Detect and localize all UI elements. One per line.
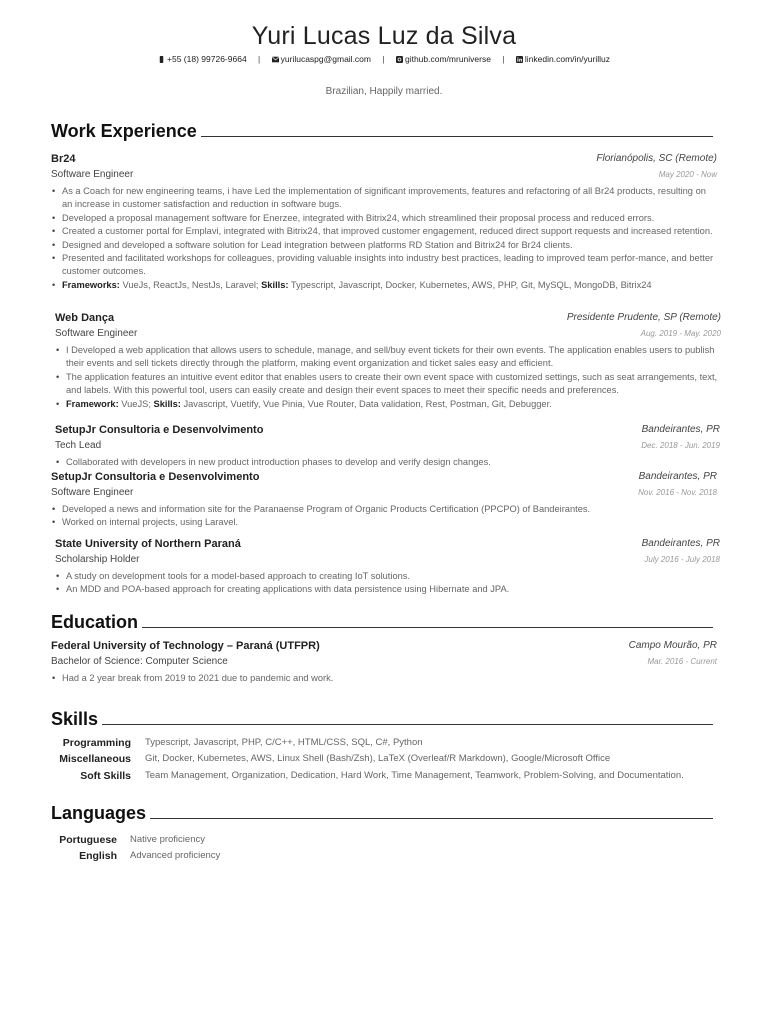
- list-item-tech: • Framework: VueJS; Skills: Javascript, Vuetify, Vue Pinia, Vue Router, Data validation, Rest, Postman, Git, Debugger.: [55, 398, 721, 411]
- entry-date: Aug. 2019 - May. 2020: [640, 329, 721, 338]
- work-experience-heading: [51, 119, 713, 141]
- skill-value: Team Management, Organization, Dedication, Hard Work, Time Management, Teamwork, Problem-Solving, and Documentation.: [145, 770, 684, 781]
- github-icon: [396, 56, 403, 63]
- section-title: Languages: [51, 803, 147, 823]
- entry-location: Bandeirantes, PR: [641, 424, 720, 435]
- entry-items: [51, 503, 717, 530]
- entry-organization: Web Dança: [55, 312, 115, 324]
- list-item: • Worked on internal projects, using Laravel.: [51, 516, 717, 529]
- entry-items: [51, 672, 717, 685]
- phone-icon: [158, 56, 165, 63]
- contact-phone[interactable]: +55 (18) 99726-9664: [158, 54, 247, 64]
- entry-position: Software Engineer: [55, 328, 138, 339]
- skill-row-programming: [51, 737, 751, 753]
- envelope-icon: [272, 56, 279, 63]
- section-title: Education: [51, 612, 139, 632]
- contact-separator: |: [502, 54, 505, 64]
- work-entry-br24: [51, 153, 717, 292]
- language-label: Portuguese: [59, 834, 117, 846]
- skill-label: Soft Skills: [80, 770, 131, 782]
- language-row-portuguese: [51, 834, 451, 850]
- entry-date: July 2016 - July 2018: [644, 555, 720, 564]
- entry-date: Mar. 2016 - Current: [647, 657, 717, 666]
- list-item-tech: • Frameworks: VueJs, ReactJs, NestJs, Laravel; Skills: Typescript, Javascript, Docker, Kubernetes, AWS, PHP, Git, MySQL, MongoDB, Bitrix24: [51, 279, 717, 292]
- entry-location: Presidente Prudente, SP (Remote): [566, 312, 721, 323]
- skill-value: Git, Docker, Kubernetes, AWS, Linux Shell (Bash/Zsh), LaTeX (Overleaf/R Markdown), Google/Microsoft Office: [145, 753, 611, 764]
- list-item: • Developed a proposal management software for Enerzee, integrated with Bitrix24, which streamlined their proposal process and reduced errors.: [51, 212, 717, 225]
- entry-position: Software Engineer: [51, 169, 134, 180]
- list-item: • A study on development tools for a model-based approach to creating IoT solutions.: [55, 570, 720, 583]
- language-row-english: [51, 850, 451, 866]
- entry-location: Bandeirantes, PR: [638, 471, 717, 482]
- candidate-name: Yuri Lucas Luz da Silva: [251, 22, 517, 50]
- list-item: • Designed and developed a software solution for Lead integration between platforms RD Station and Bitrix24 for Br24 clients.: [51, 239, 717, 252]
- entry-items: [55, 344, 721, 411]
- list-item: • An MDD and POA-based approach for creating applications with data persistence using Hibernate and JPA.: [55, 583, 720, 596]
- section-rule: [102, 724, 713, 725]
- tagline: Brazilian, Happily married.: [325, 86, 443, 97]
- language-label: English: [79, 850, 117, 862]
- languages-heading: [51, 801, 713, 823]
- entry-position: Scholarship Holder: [55, 554, 140, 565]
- entry-organization: SetupJr Consultoria e Desenvolvimento: [51, 471, 260, 483]
- entry-position: Tech Lead: [55, 440, 102, 451]
- entry-date: Dec. 2018 - Jun. 2019: [641, 441, 720, 450]
- entry-organization: State University of Northern Paraná: [55, 538, 241, 550]
- skill-label: Programming: [62, 737, 131, 749]
- contact-bar: [0, 54, 768, 64]
- list-item: • Presented and facilitated workshops for colleagues, providing valuable insights into industry best practices, leading to improved team perfor-mance, and better customer outcomes.: [51, 252, 717, 279]
- section-rule: [150, 818, 713, 819]
- section-title: Skills: [51, 709, 99, 729]
- skill-row-miscellaneous: [51, 753, 751, 769]
- entry-organization: Br24: [51, 153, 76, 165]
- list-item: • The application features an intuitive event editor that enables users to create their own event space with customized settings, such as seat arrangements, text, and labels. With this powerful tool, users can easily create and design their event spaces to meet their specific needs and preferences.: [55, 371, 721, 398]
- list-item: • Collaborated with developers in new product introduction phases to develop and verify design changes.: [55, 456, 720, 469]
- entry-date: Nov. 2016 - Nov. 2018: [638, 488, 717, 497]
- list-item: • Had a 2 year break from 2019 to 2021 due to pandemic and work.: [51, 672, 717, 685]
- language-level: Native proficiency: [130, 834, 205, 845]
- entry-position: Software Engineer: [51, 487, 134, 498]
- list-item: • Developed a news and information site for the Paranaense Program of Organic Products Certification (PPCPO) of Bandeirantes.: [51, 503, 717, 516]
- entry-organization: Federal University of Technology – Paraná (UTFPR): [51, 640, 320, 652]
- education-entry-utfpr: [51, 640, 717, 685]
- entry-items: [51, 185, 717, 292]
- section-rule: [142, 627, 713, 628]
- entry-degree: Bachelor of Science: Computer Science: [51, 656, 228, 667]
- entry-date: May 2020 - Now: [658, 170, 717, 179]
- section-title: Work Experience: [51, 121, 197, 141]
- entry-items: [55, 570, 720, 597]
- skill-value: Typescript, Javascript, PHP, C/C++, HTML/CSS, SQL, C#, Python: [145, 737, 423, 748]
- contact-email[interactable]: yurilucaspg@gmail.com: [272, 54, 371, 64]
- work-entry-web-danca: [55, 312, 721, 411]
- list-item: • As a Coach for new engineering teams, i have Led the implementation of significant improvements, features and refactoring of all Br24 products, resulting on an increase in customer satisfaction and reduction in software bugs.: [51, 185, 717, 212]
- linkedin-icon: [516, 56, 523, 63]
- section-rule: [201, 136, 713, 137]
- entry-location: Campo Mourão, PR: [628, 640, 717, 651]
- entry-organization: SetupJr Consultoria e Desenvolvimento: [55, 424, 264, 436]
- contact-github[interactable]: github.com/mruniverse: [396, 54, 491, 64]
- contact-separator: |: [258, 54, 261, 64]
- list-item: • I Developed a web application that allows users to schedule, manage, and sell/buy event tickets for their own events. The application enables users to publish their events and sell tickets directly through the platform, making event organization and ticket sales easy and efficient.: [55, 344, 721, 371]
- entry-location: Bandeirantes, PR: [641, 538, 720, 549]
- entry-items: [55, 456, 720, 469]
- skill-row-soft-skills: [51, 770, 751, 786]
- work-entry-setupjr-software-engineer: [51, 471, 717, 530]
- skills-heading: [51, 707, 713, 729]
- entry-location: Florianópolis, SC (Remote): [596, 153, 717, 164]
- contact-linkedin[interactable]: linkedin.com/in/yurilluz: [516, 54, 610, 64]
- work-entry-setupjr-tech-lead: [55, 424, 720, 469]
- education-heading: [51, 610, 713, 632]
- list-item: • Created a customer portal for Emplavi, integrated with Bitrix24, that improved customer engagement, reduced direct support requests and increased retention.: [51, 225, 717, 238]
- work-entry-state-university: [55, 538, 720, 597]
- language-level: Advanced proficiency: [130, 850, 221, 861]
- contact-separator: |: [382, 54, 385, 64]
- skill-label: Miscellaneous: [59, 753, 131, 765]
